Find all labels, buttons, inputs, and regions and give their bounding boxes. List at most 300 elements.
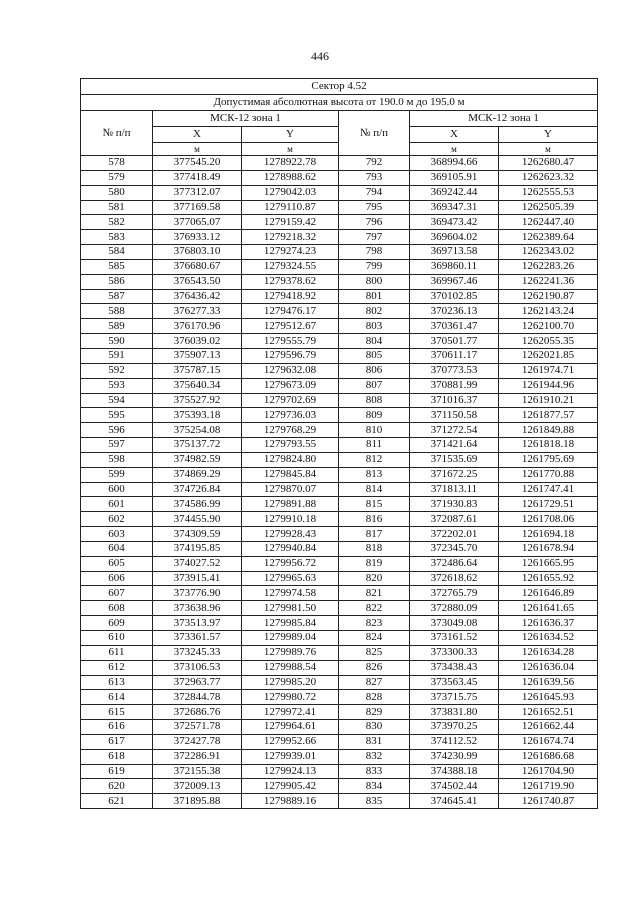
- y-value-left: 1279939.01: [242, 749, 339, 764]
- x-value-left: 375254.08: [153, 423, 242, 438]
- x-value-left: 376436.42: [153, 289, 242, 304]
- x-value-left: 373776.90: [153, 586, 242, 601]
- point-number-right: 824: [339, 631, 410, 646]
- table-row: [81, 556, 598, 571]
- unit-label: м: [153, 143, 242, 156]
- point-number-left: 595: [81, 408, 153, 423]
- y-value-left: 1279924.13: [242, 764, 339, 779]
- y-value-right: 1261694.18: [499, 527, 598, 542]
- y-value-left: 1279736.03: [242, 408, 339, 423]
- point-number-left: 615: [81, 705, 153, 720]
- x-value-right: 374230.99: [410, 749, 499, 764]
- y-value-right: 1261641.65: [499, 601, 598, 616]
- x-value-right: 369473.42: [410, 215, 499, 230]
- table-row: [81, 259, 598, 274]
- x-value-right: 374112.52: [410, 734, 499, 749]
- x-value-right: 374645.41: [410, 794, 499, 809]
- table-row: [81, 497, 598, 512]
- point-number-left: 601: [81, 497, 153, 512]
- unit-label: м: [410, 143, 499, 156]
- y-value-right: 1262283.26: [499, 259, 598, 274]
- x-value-right: 373300.33: [410, 645, 499, 660]
- y-value-right: 1261636.04: [499, 660, 598, 675]
- y-value-left: 1279042.03: [242, 185, 339, 200]
- x-value-left: 372427.78: [153, 734, 242, 749]
- x-value-right: 370236.13: [410, 304, 499, 319]
- table-row: [81, 794, 598, 809]
- y-value-right: 1262447.40: [499, 215, 598, 230]
- x-value-right: 374502.44: [410, 779, 499, 794]
- point-number-left: 602: [81, 512, 153, 527]
- y-value-right: 1261747.41: [499, 482, 598, 497]
- point-number-left: 579: [81, 170, 153, 185]
- point-number-left: 591: [81, 348, 153, 363]
- point-number-left: 613: [81, 675, 153, 690]
- point-number-left: 597: [81, 438, 153, 453]
- table-row: [81, 304, 598, 319]
- point-number-left: 578: [81, 156, 153, 171]
- point-number-left: 590: [81, 334, 153, 349]
- x-value-left: 372963.77: [153, 675, 242, 690]
- x-value-right: 370102.85: [410, 289, 499, 304]
- y-value-right: 1261974.71: [499, 363, 598, 378]
- point-number-right: 794: [339, 185, 410, 200]
- x-value-left: 374982.59: [153, 452, 242, 467]
- x-value-left: 373361.57: [153, 631, 242, 646]
- x-value-left: 373513.97: [153, 616, 242, 631]
- table-row: [81, 378, 598, 393]
- table-row: [81, 334, 598, 349]
- point-number-right: 804: [339, 334, 410, 349]
- y-value-right: 1262343.02: [499, 245, 598, 260]
- x-value-right: 372486.64: [410, 556, 499, 571]
- table-row: [81, 408, 598, 423]
- x-value-left: 376170.96: [153, 319, 242, 334]
- y-value-right: 1261740.87: [499, 794, 598, 809]
- x-value-right: 370361.47: [410, 319, 499, 334]
- x-value-left: 377065.07: [153, 215, 242, 230]
- x-value-left: 372286.91: [153, 749, 242, 764]
- table-row: [81, 230, 598, 245]
- y-value-right: 1261686.68: [499, 749, 598, 764]
- y-value-right: 1261636.37: [499, 616, 598, 631]
- y-value-right: 1262100.70: [499, 319, 598, 334]
- y-value-right: 1261849.88: [499, 423, 598, 438]
- x-value-right: 372880.09: [410, 601, 499, 616]
- point-number-left: 592: [81, 363, 153, 378]
- point-number-right: 811: [339, 438, 410, 453]
- table-row: [81, 289, 598, 304]
- table-row: [81, 274, 598, 289]
- y-header-left: Y: [242, 127, 339, 143]
- x-value-right: 369860.11: [410, 259, 499, 274]
- point-number-right: 799: [339, 259, 410, 274]
- point-number-right: 832: [339, 749, 410, 764]
- x-value-left: 375137.72: [153, 438, 242, 453]
- x-value-right: 371535.69: [410, 452, 499, 467]
- y-value-left: 1279972.41: [242, 705, 339, 720]
- point-number-right: 825: [339, 645, 410, 660]
- table-row: [81, 245, 598, 260]
- x-value-right: 369105.91: [410, 170, 499, 185]
- point-number-right: 810: [339, 423, 410, 438]
- point-number-right: 801: [339, 289, 410, 304]
- point-number-right: 795: [339, 200, 410, 215]
- table-row: [81, 393, 598, 408]
- y-value-right: 1261770.88: [499, 467, 598, 482]
- x-value-left: 377169.58: [153, 200, 242, 215]
- point-number-right: 827: [339, 675, 410, 690]
- point-number-right: 815: [339, 497, 410, 512]
- y-value-right: 1262241.36: [499, 274, 598, 289]
- table-row: [81, 438, 598, 453]
- table-row: [81, 541, 598, 556]
- y-value-right: 1262623.32: [499, 170, 598, 185]
- point-number-right: 800: [339, 274, 410, 289]
- num-column-header-left: № п/п: [81, 111, 153, 156]
- y-value-left: 1279928.43: [242, 527, 339, 542]
- unit-label: м: [242, 143, 339, 156]
- table-row: [81, 467, 598, 482]
- y-value-right: 1262190.87: [499, 289, 598, 304]
- coordinates-table: [80, 78, 598, 809]
- x-value-right: 372618.62: [410, 571, 499, 586]
- x-value-right: 371813.11: [410, 482, 499, 497]
- point-number-right: 831: [339, 734, 410, 749]
- table-row: [81, 482, 598, 497]
- point-number-right: 809: [339, 408, 410, 423]
- x-value-right: 372202.01: [410, 527, 499, 542]
- y-value-right: 1261818.18: [499, 438, 598, 453]
- x-value-right: 371150.58: [410, 408, 499, 423]
- y-value-right: 1261704.90: [499, 764, 598, 779]
- table-row: [81, 527, 598, 542]
- point-number-right: 826: [339, 660, 410, 675]
- x-value-right: 373049.08: [410, 616, 499, 631]
- point-number-right: 822: [339, 601, 410, 616]
- point-number-right: 830: [339, 720, 410, 735]
- table-row: [81, 631, 598, 646]
- point-number-left: 582: [81, 215, 153, 230]
- y-value-left: 1279596.79: [242, 348, 339, 363]
- x-value-right: 372345.70: [410, 541, 499, 556]
- y-value-right: 1261634.52: [499, 631, 598, 646]
- table-row: [81, 645, 598, 660]
- x-value-left: 375527.92: [153, 393, 242, 408]
- y-value-right: 1261719.90: [499, 779, 598, 794]
- x-value-right: 370881.99: [410, 378, 499, 393]
- point-number-left: 614: [81, 690, 153, 705]
- x-value-left: 376680.67: [153, 259, 242, 274]
- num-column-header-right: № п/п: [339, 111, 410, 156]
- table-row: [81, 616, 598, 631]
- y-value-right: 1262021.85: [499, 348, 598, 363]
- table-row: [81, 749, 598, 764]
- y-value-right: 1261662.44: [499, 720, 598, 735]
- y-value-left: 1279378.62: [242, 274, 339, 289]
- point-number-left: 604: [81, 541, 153, 556]
- y-value-right: 1261645.93: [499, 690, 598, 705]
- x-value-right: 370611.17: [410, 348, 499, 363]
- x-value-right: 373831.80: [410, 705, 499, 720]
- table-row: [81, 764, 598, 779]
- x-value-right: 370501.77: [410, 334, 499, 349]
- x-value-right: 373970.25: [410, 720, 499, 735]
- table-row: [81, 705, 598, 720]
- point-number-right: 803: [339, 319, 410, 334]
- x-value-right: 371016.37: [410, 393, 499, 408]
- height-caption: Допустимая абсолютная высота от 190.0 м до 195.0 м: [81, 95, 598, 111]
- y-value-left: 1279274.23: [242, 245, 339, 260]
- point-number-left: 584: [81, 245, 153, 260]
- point-number-left: 586: [81, 274, 153, 289]
- point-number-left: 585: [81, 259, 153, 274]
- point-number-right: 821: [339, 586, 410, 601]
- table-row: [81, 734, 598, 749]
- table-row: [81, 215, 598, 230]
- y-value-right: 1261877.57: [499, 408, 598, 423]
- y-value-left: 1279476.17: [242, 304, 339, 319]
- point-number-left: 581: [81, 200, 153, 215]
- table-row: [81, 363, 598, 378]
- y-value-left: 1279159.42: [242, 215, 339, 230]
- point-number-right: 805: [339, 348, 410, 363]
- point-number-left: 599: [81, 467, 153, 482]
- point-number-left: 619: [81, 764, 153, 779]
- y-value-right: 1261708.06: [499, 512, 598, 527]
- table-row: [81, 170, 598, 185]
- x-value-left: 373638.96: [153, 601, 242, 616]
- point-number-right: 819: [339, 556, 410, 571]
- x-value-left: 374027.52: [153, 556, 242, 571]
- point-number-left: 600: [81, 482, 153, 497]
- y-value-left: 1279989.04: [242, 631, 339, 646]
- point-number-right: 833: [339, 764, 410, 779]
- x-value-right: 371930.83: [410, 497, 499, 512]
- table-row: [81, 675, 598, 690]
- y-value-left: 1279870.07: [242, 482, 339, 497]
- point-number-left: 616: [81, 720, 153, 735]
- zone-header-right: МСК-12 зона 1: [410, 111, 598, 127]
- y-value-right: 1261795.69: [499, 452, 598, 467]
- point-number-right: 802: [339, 304, 410, 319]
- point-number-right: 813: [339, 467, 410, 482]
- y-value-right: 1261910.21: [499, 393, 598, 408]
- point-number-right: 835: [339, 794, 410, 809]
- y-value-left: 1279845.84: [242, 467, 339, 482]
- point-number-left: 580: [81, 185, 153, 200]
- x-value-right: 373715.75: [410, 690, 499, 705]
- x-value-right: 371672.25: [410, 467, 499, 482]
- y-value-left: 1279110.87: [242, 200, 339, 215]
- point-number-left: 603: [81, 527, 153, 542]
- x-value-left: 371895.88: [153, 794, 242, 809]
- point-number-right: 796: [339, 215, 410, 230]
- point-number-right: 834: [339, 779, 410, 794]
- x-value-left: 374309.59: [153, 527, 242, 542]
- y-value-left: 1279673.09: [242, 378, 339, 393]
- y-value-left: 1279952.66: [242, 734, 339, 749]
- x-value-right: 373161.52: [410, 631, 499, 646]
- x-value-left: 377545.20: [153, 156, 242, 171]
- x-value-right: 369242.44: [410, 185, 499, 200]
- y-value-right: 1262555.53: [499, 185, 598, 200]
- y-value-left: 1279702.69: [242, 393, 339, 408]
- table-row: [81, 571, 598, 586]
- point-number-right: 823: [339, 616, 410, 631]
- y-value-right: 1261655.92: [499, 571, 598, 586]
- x-value-right: 370773.53: [410, 363, 499, 378]
- point-number-left: 598: [81, 452, 153, 467]
- point-number-left: 605: [81, 556, 153, 571]
- point-number-right: 808: [339, 393, 410, 408]
- sector-title: Сектор 4.52: [81, 79, 598, 95]
- y-value-left: 1279988.54: [242, 660, 339, 675]
- point-number-right: 814: [339, 482, 410, 497]
- y-value-left: 1279324.55: [242, 259, 339, 274]
- y-value-left: 1279965.63: [242, 571, 339, 586]
- page-number: 446: [311, 49, 329, 63]
- x-value-left: 373245.33: [153, 645, 242, 660]
- point-number-right: 812: [339, 452, 410, 467]
- table-row: [81, 200, 598, 215]
- x-value-right: 369347.31: [410, 200, 499, 215]
- x-value-left: 374195.85: [153, 541, 242, 556]
- x-value-left: 373915.41: [153, 571, 242, 586]
- y-value-right: 1262505.39: [499, 200, 598, 215]
- table-row: [81, 348, 598, 363]
- point-number-left: 607: [81, 586, 153, 601]
- y-value-left: 1279956.72: [242, 556, 339, 571]
- point-number-left: 620: [81, 779, 153, 794]
- y-value-right: 1261729.51: [499, 497, 598, 512]
- y-value-right: 1261944.96: [499, 378, 598, 393]
- x-value-right: 371272.54: [410, 423, 499, 438]
- x-value-left: 375640.34: [153, 378, 242, 393]
- point-number-left: 588: [81, 304, 153, 319]
- point-number-left: 621: [81, 794, 153, 809]
- x-value-left: 376039.02: [153, 334, 242, 349]
- y-value-right: 1262389.64: [499, 230, 598, 245]
- y-value-left: 1278988.62: [242, 170, 339, 185]
- x-value-left: 376277.33: [153, 304, 242, 319]
- x-value-right: 373438.43: [410, 660, 499, 675]
- point-number-left: 610: [81, 631, 153, 646]
- y-value-left: 1279418.92: [242, 289, 339, 304]
- x-value-left: 377312.07: [153, 185, 242, 200]
- point-number-left: 608: [81, 601, 153, 616]
- y-value-left: 1279940.84: [242, 541, 339, 556]
- point-number-right: 818: [339, 541, 410, 556]
- table-row: [81, 601, 598, 616]
- y-value-left: 1279985.84: [242, 616, 339, 631]
- point-number-right: 817: [339, 527, 410, 542]
- zone-header-left: МСК-12 зона 1: [153, 111, 339, 127]
- y-value-left: 1279981.50: [242, 601, 339, 616]
- point-number-left: 583: [81, 230, 153, 245]
- table-row: [81, 512, 598, 527]
- y-value-right: 1261646.89: [499, 586, 598, 601]
- y-value-right: 1262143.24: [499, 304, 598, 319]
- x-value-left: 377418.49: [153, 170, 242, 185]
- point-number-right: 829: [339, 705, 410, 720]
- point-number-right: 816: [339, 512, 410, 527]
- y-value-left: 1279989.76: [242, 645, 339, 660]
- point-number-right: 793: [339, 170, 410, 185]
- x-value-left: 372571.78: [153, 720, 242, 735]
- table-row: [81, 452, 598, 467]
- point-number-left: 596: [81, 423, 153, 438]
- point-number-right: 806: [339, 363, 410, 378]
- x-value-left: 374455.90: [153, 512, 242, 527]
- point-number-left: 606: [81, 571, 153, 586]
- table-row: [81, 185, 598, 200]
- x-value-right: 369713.58: [410, 245, 499, 260]
- x-value-left: 376933.12: [153, 230, 242, 245]
- y-value-left: 1279555.79: [242, 334, 339, 349]
- table-row: [81, 690, 598, 705]
- point-number-left: 617: [81, 734, 153, 749]
- y-value-right: 1261674.74: [499, 734, 598, 749]
- table-row: [81, 779, 598, 794]
- point-number-right: 792: [339, 156, 410, 171]
- y-value-left: 1279793.55: [242, 438, 339, 453]
- x-header-left: X: [153, 127, 242, 143]
- x-value-right: 372765.79: [410, 586, 499, 601]
- x-value-right: 369967.46: [410, 274, 499, 289]
- x-value-left: 372155.38: [153, 764, 242, 779]
- table-row: [81, 660, 598, 675]
- y-value-left: 1279824.80: [242, 452, 339, 467]
- x-value-left: 373106.53: [153, 660, 242, 675]
- x-value-left: 372009.13: [153, 779, 242, 794]
- y-value-left: 1279974.58: [242, 586, 339, 601]
- point-number-left: 593: [81, 378, 153, 393]
- table-row: [81, 319, 598, 334]
- point-number-right: 807: [339, 378, 410, 393]
- x-value-left: 374869.29: [153, 467, 242, 482]
- y-value-right: 1261634.28: [499, 645, 598, 660]
- table-body: [81, 156, 598, 809]
- x-value-right: 374388.18: [410, 764, 499, 779]
- point-number-left: 611: [81, 645, 153, 660]
- x-value-left: 375393.18: [153, 408, 242, 423]
- x-value-left: 374586.99: [153, 497, 242, 512]
- point-number-left: 609: [81, 616, 153, 631]
- x-value-left: 372844.78: [153, 690, 242, 705]
- table-row: [81, 423, 598, 438]
- x-value-right: 373563.45: [410, 675, 499, 690]
- table-row: [81, 586, 598, 601]
- x-value-left: 375907.13: [153, 348, 242, 363]
- y-value-left: 1279512.67: [242, 319, 339, 334]
- y-header-right: Y: [499, 127, 598, 143]
- x-value-right: 368994.66: [410, 156, 499, 171]
- x-value-left: 372686.76: [153, 705, 242, 720]
- x-value-left: 376543.50: [153, 274, 242, 289]
- y-value-left: 1278922.78: [242, 156, 339, 171]
- x-value-right: 371421.64: [410, 438, 499, 453]
- y-value-left: 1279910.18: [242, 512, 339, 527]
- y-value-right: 1261678.94: [499, 541, 598, 556]
- point-number-left: 589: [81, 319, 153, 334]
- table-row: [81, 156, 598, 171]
- point-number-left: 587: [81, 289, 153, 304]
- x-value-right: 369604.02: [410, 230, 499, 245]
- y-value-left: 1279985.20: [242, 675, 339, 690]
- point-number-right: 828: [339, 690, 410, 705]
- y-value-left: 1279905.42: [242, 779, 339, 794]
